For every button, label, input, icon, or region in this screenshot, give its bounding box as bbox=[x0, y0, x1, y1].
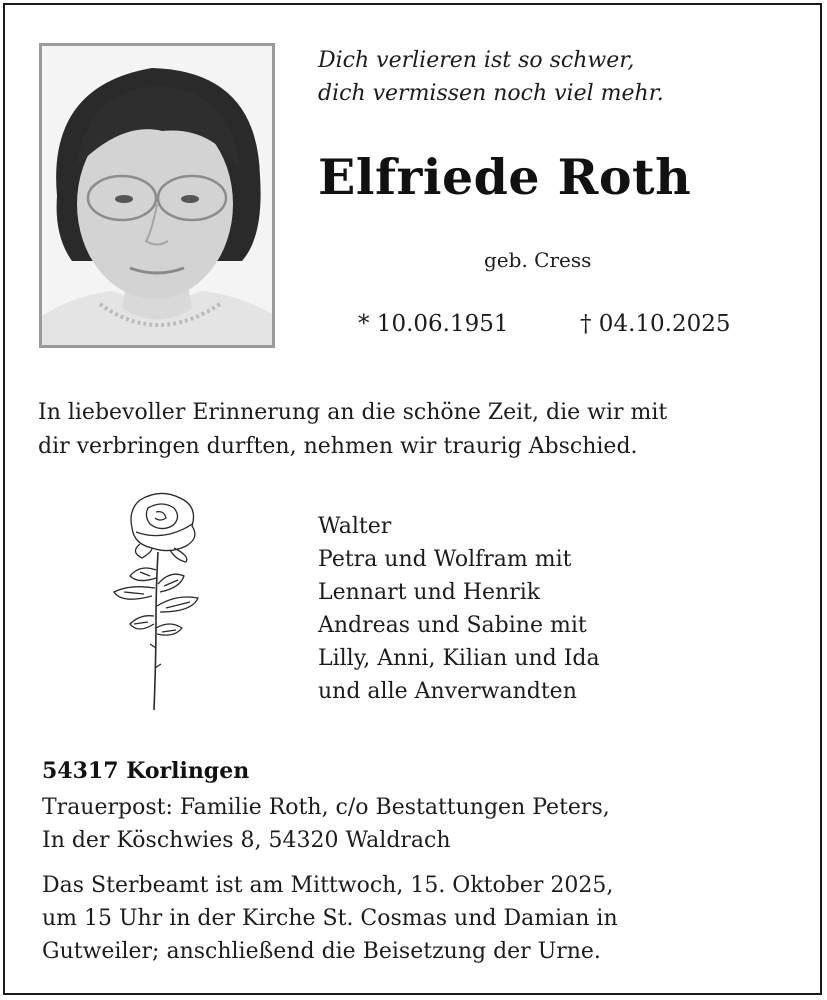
motto-line: Dich verlieren ist so schwer, bbox=[318, 48, 635, 73]
mourner-line: Andreas und Sabine mit bbox=[318, 613, 587, 638]
mourner-line: Walter bbox=[318, 514, 392, 539]
mourner-line: und alle Anverwandten bbox=[318, 679, 577, 704]
motto-verse bbox=[318, 44, 664, 110]
intro-text bbox=[38, 396, 798, 464]
death-date: † 04.10.2025 bbox=[580, 311, 731, 337]
service-line: Gutweiler; anschließend die Beisetzung der Urne. bbox=[42, 939, 601, 964]
mourners-list bbox=[318, 510, 600, 708]
mourner-line: Petra und Wolfram mit bbox=[318, 547, 572, 572]
deceased-name: Elfriede Roth bbox=[318, 148, 692, 206]
portrait-photo bbox=[39, 43, 275, 348]
intro-line: In liebevoller Erinnerung an die schöne Zeit, die wir mit bbox=[38, 400, 668, 425]
service-info bbox=[42, 869, 618, 968]
address-line: Trauerpost: Familie Roth, c/o Bestattungen Peters, bbox=[42, 795, 610, 820]
rose-icon bbox=[100, 488, 220, 720]
intro-line: dir verbringen durften, nehmen wir traurig Abschied. bbox=[38, 434, 638, 459]
service-line: Das Sterbeamt ist am Mittwoch, 15. Oktober 2025, bbox=[42, 873, 614, 898]
service-line: um 15 Uhr in der Kirche St. Cosmas und Damian in bbox=[42, 906, 618, 931]
mourner-line: Lilly, Anni, Kilian und Ida bbox=[318, 646, 600, 671]
maiden-name: geb. Cress bbox=[484, 248, 592, 272]
motto-line: dich vermissen noch viel mehr. bbox=[318, 81, 664, 106]
mourner-line: Lennart und Henrik bbox=[318, 580, 541, 605]
address-line: In der Köschwies 8, 54320 Waldrach bbox=[42, 828, 451, 853]
city-heading: 54317 Korlingen bbox=[42, 758, 250, 784]
mailing-address bbox=[42, 791, 610, 857]
birth-date: * 10.06.1951 bbox=[358, 311, 509, 337]
